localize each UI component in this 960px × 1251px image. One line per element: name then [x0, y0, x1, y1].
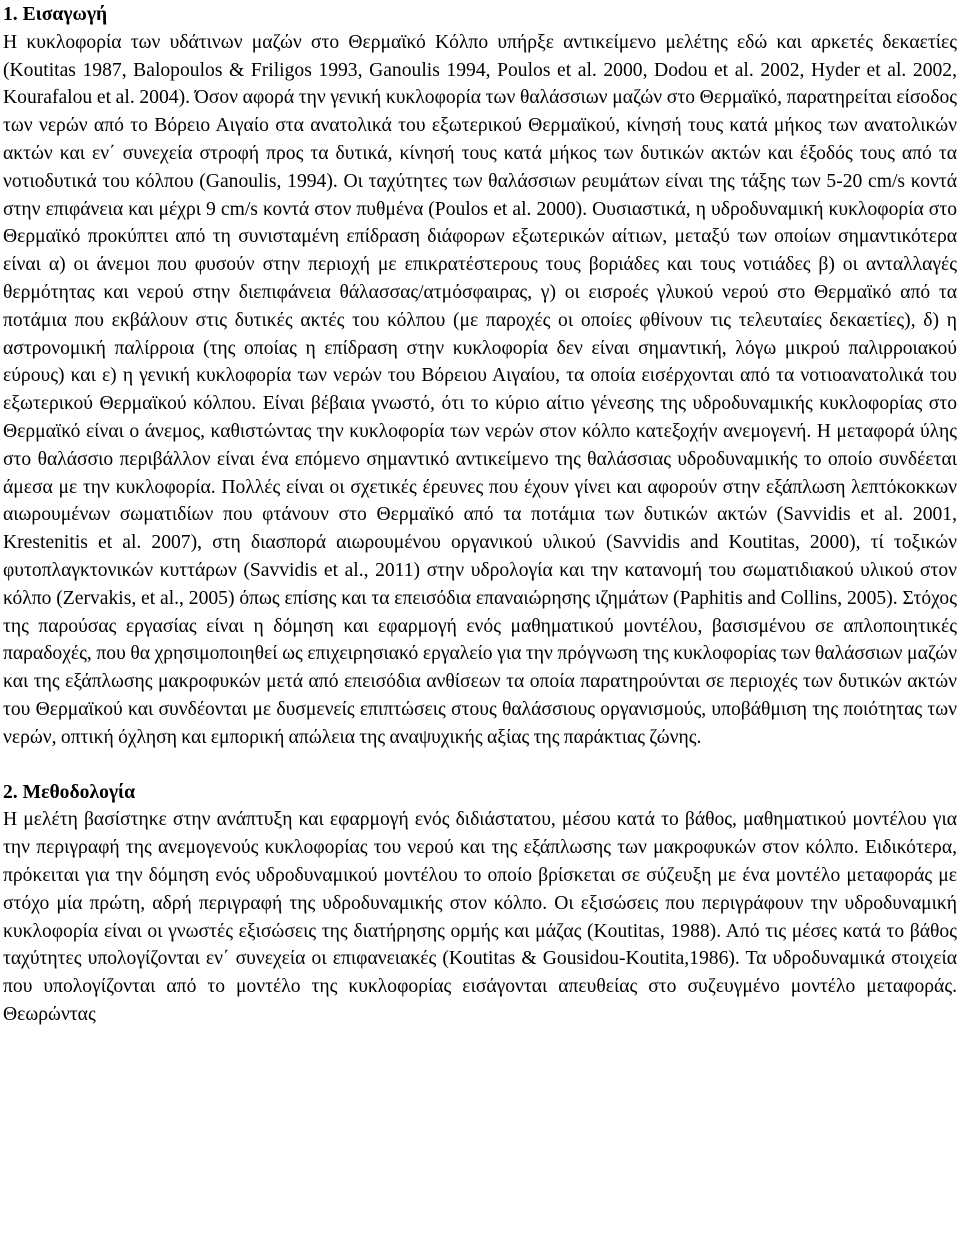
- section-introduction: [3, 1, 957, 752]
- body-paragraph: Η μελέτη βασίστηκε στην ανάπτυξη και εφαρμογή ενός διδιάστατου, μέσου κατά το βάθος, μαθηματικού μοντέλου για την περιγραφή της ανεμογενούς κυκλοφορίας του νερού και της εξάπλωσης των μακροφυκών στον κόλπο. Ειδικότερα, πρόκειται για την δόμηση ενός υδροδυναμικού μοντέλου το οποίο βρίσκεται σε σύζευξη με ένα μοντέλο μεταφοράς με στόχο μία πρώτη, αδρή περιγραφή της υδροδυναμικής στον κόλπο. Οι εξισώσεις που περιγράφουν την υδροδυναμική κυκλοφορία είναι οι γνωστές εξισώσεις της διατήρησης ορμής και μάζας (Koutitas, 1988). Από τις μέσες κατά το βάθος ταχύτητες υπολογίζονται εν΄ συνεχεία οι επιφανειακές (Koutitas & Gousidou-Koutita,1986). Τα υδροδυναμικά στοιχεία που υπολογίζονται από το μοντέλο της κυκλοφορίας εισάγονται απευθείας στο συζευγμένο μοντέλο μεταφοράς. Θεωρώντας: [3, 809, 957, 1025]
- section-heading: 1. Εισαγωγή: [3, 4, 108, 25]
- section-heading: 2. Μεθοδολογία: [3, 781, 136, 803]
- body-paragraph: Η κυκλοφορία των υδάτινων μαζών στο Θερμαϊκό Κόλπο υπήρξε αντικείμενο μελέτης εδώ και αρκετές δεκαετίες (Koutitas 1987, Balopoulos & Friligos 1993, Ganoulis 1994, Poulos et al. 2000, Dodou et al. 2002, Hyder et al. 2002, Kourafalou et al. 2004). Όσον αφορά την γενική κυκλοφορία των θαλάσσιων μαζών στο Θερμαϊκό, παρατηρείται είσοδος των νερών από το Βόρειο Αιγαίο στα ανατολικά του εξωτερικού Θερμαϊκού, κίνησή τους κατά μήκος των ανατολικών ακτών και εν΄ συνεχεία στροφή προς τα δυτικά, κίνησή τους κατά μήκος των δυτικών ακτών και έξοδός τους από τα νοτιοδυτικά του κόλπου (Ganoulis, 1994). Οι ταχύτητες των θαλάσσιων ρευμάτων είναι της τάξης των 5-20 cm/s κοντά στην επιφάνεια και μέχρι 9 cm/s κοντά στον πυθμένα (Poulos et al. 2000). Ουσιαστικά, η υδροδυναμική κυκλοφορία στο Θερμαϊκό προκύπτει από τη συνισταμένη επίδραση διάφορων εξωτερικών αίτιων, μεταξύ των οποίων σημαντικότερα είναι α) οι άνεμοι που φυσούν στην περιοχή με επικρατέστερους τους βοριάδες και τους νοτιάδες β) οι ανταλλαγές θερμότητας και νερού στην διεπιφάνεια θάλασσας/ατμόσφαιρας, γ) οι εισροές γλυκού νερού στο Θερμαϊκό από τα ποτάμια που εκβάλουν στις δυτικές ακτές του κόλπου (με παροχές οι οποίες φθίνουν τις τελευταίες δεκαετίες), δ) η αστρονομική παλίρροια (της οποίας η επίδραση στην κυκλοφορία δεν είναι σημαντική, λόγω μικρού παλιρροιακού εύρους) και ε) η γενική κυκλοφορία των νερών του Βόρειου Αιγαίου, τα οποία εισέρχονται από τα νοτιοανατολικά του εξωτερικού Θερμαϊκού κόλπου. Είναι βέβαια γνωστό, ότι το κύριο αίτιο γένεσης της υδροδυναμικής κυκλοφορίας στο Θερμαϊκό είναι ο άνεμος, καθιστώντας την κυκλοφορία των νερών στον κόλπο κατεξοχήν ανεμογενή. Η μεταφορά ύλης στο θαλάσσιο περιβάλλον είναι ένα επόμενο σημαντικό αντικείμενο της θαλάσσιας υδροδυναμικής το οποίο συνδέεται άμεσα με την κυκλοφορία. Πολλές είναι οι σχετικές έρευνες που έχουν γίνει και αφορούν στην εξάπλωση λεπτόκοκκων αιωρουμένων σωματιδίων που φτάνουν στο Θερμαϊκό από τα ποτάμια των δυτικών ακτών (Savvidis et al. 2001, Krestenitis et al. 2007), στη διασπορά αιωρουμένου οργανικού υλικού (Savvidis and Koutitas, 2000), τί τοξικών φυτοπλαγκτονικών κυττάρων (Savvidis et al., 2011) στην υδρολογία και την κατανομή του σωματιδιακού υλικού στον κόλπο (Zervakis, et al., 2005) όπως επίσης και τα επεισόδια επαναιώρησης ιζημάτων (Paphitis and Collins, 2005). Στόχος της παρούσας εργασίας είναι η δόμηση και εφαρμογή ενός μαθηματικού μοντέλου, βασισμένου σε απλοποιητικές παραδοχές, που θα χρησιμοποιηθεί ως επιχειρησιακό εργαλείο για την πρόγνωση της κυκλοφορίας των θαλάσσιων μαζών και της εξάπλωσης μακροφυκών μετά από επεισόδια ανθίσεων τα οποία παρατηρούνται σε περιοχές των δυτικών ακτών του Θερμαϊκού και συνδέονται με δυσμενείς επιπτώσεις στους θαλάσσιους οργανισμούς, υποβάθμιση της ποιότητας των νερών, οπτική όχληση και εμπορική απώλεια της αναψυχικής αξίας της παράκτιας ζώνης.: [3, 31, 957, 748]
- document-page: [3, 0, 957, 1029]
- section-methodology: [3, 779, 957, 1029]
